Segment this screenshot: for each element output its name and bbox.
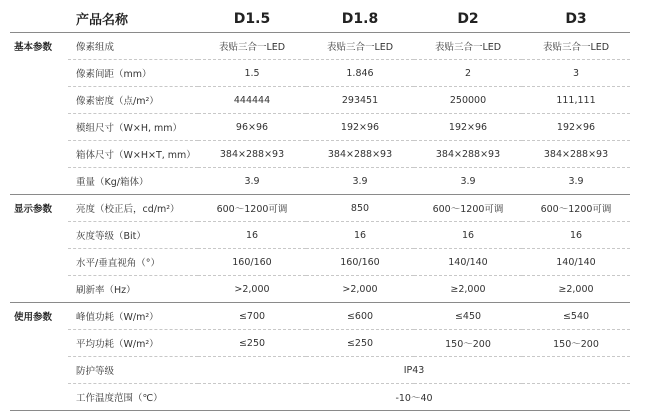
value-cell: 16 bbox=[198, 222, 306, 249]
value-cell: 1.846 bbox=[306, 60, 414, 87]
value-cell: 160/160 bbox=[306, 249, 414, 276]
value-cell: 384×288×93 bbox=[306, 141, 414, 168]
value-cell: ≥2,000 bbox=[522, 276, 630, 303]
value-cell: 250000 bbox=[414, 87, 522, 114]
param-label: 亮度（校正后，cd/m²） bbox=[68, 195, 198, 222]
group-label: 基本参数 bbox=[10, 33, 68, 195]
table-row bbox=[10, 276, 630, 303]
value-cell: 600～1200可调 bbox=[198, 195, 306, 222]
param-label: 平均功耗（W/m²） bbox=[68, 330, 198, 357]
param-header: 产品名称 bbox=[68, 5, 198, 33]
model-header: D3 bbox=[522, 5, 630, 33]
table-row bbox=[10, 222, 630, 249]
value-cell: 140/140 bbox=[522, 249, 630, 276]
value-cell: 192×96 bbox=[522, 114, 630, 141]
model-header: D1.5 bbox=[198, 5, 306, 33]
group-label: 显示参数 bbox=[10, 195, 68, 303]
value-cell: 16 bbox=[414, 222, 522, 249]
value-cell: 150～200 bbox=[522, 330, 630, 357]
table-row bbox=[10, 249, 630, 276]
value-cell: >2,000 bbox=[306, 276, 414, 303]
value-cell: 850 bbox=[306, 195, 414, 222]
value-cell: ≤700 bbox=[198, 303, 306, 330]
value-cell: 表贴三合一LED bbox=[198, 33, 306, 60]
table-row bbox=[10, 33, 630, 60]
value-cell: 192×96 bbox=[306, 114, 414, 141]
value-cell: 16 bbox=[306, 222, 414, 249]
value-cell: 2 bbox=[414, 60, 522, 87]
value-cell: 293451 bbox=[306, 87, 414, 114]
table-row bbox=[10, 141, 630, 168]
group-header-cell bbox=[10, 5, 68, 33]
param-label: 模组尺寸（W×H, mm） bbox=[68, 114, 198, 141]
table-row bbox=[10, 168, 630, 195]
value-cell: 384×288×93 bbox=[198, 141, 306, 168]
value-cell: 表贴三合一LED bbox=[414, 33, 522, 60]
table-row bbox=[10, 330, 630, 357]
table-row bbox=[10, 87, 630, 114]
spec-table bbox=[10, 5, 630, 411]
value-cell: 3.9 bbox=[522, 168, 630, 195]
param-label: 灰度等级（Bit） bbox=[68, 222, 198, 249]
param-label: 峰值功耗（W/m²） bbox=[68, 303, 198, 330]
value-cell: ≤250 bbox=[306, 330, 414, 357]
value-cell: 600～1200可调 bbox=[414, 195, 522, 222]
value-cell: ≥2,000 bbox=[414, 276, 522, 303]
param-label: 重量（Kg/箱体） bbox=[68, 168, 198, 195]
value-cell: ≤600 bbox=[306, 303, 414, 330]
value-cell: 3.9 bbox=[414, 168, 522, 195]
value-cell: 384×288×93 bbox=[522, 141, 630, 168]
value-cell: 150～200 bbox=[414, 330, 522, 357]
table-row bbox=[10, 114, 630, 141]
param-label: 防护等级 bbox=[68, 357, 198, 384]
value-cell: 3.9 bbox=[198, 168, 306, 195]
value-cell: 160/160 bbox=[198, 249, 306, 276]
value-cell: 384×288×93 bbox=[414, 141, 522, 168]
value-cell: 444444 bbox=[198, 87, 306, 114]
table-row bbox=[10, 384, 630, 411]
param-label: 像素组成 bbox=[68, 33, 198, 60]
spec-body bbox=[10, 33, 630, 411]
param-label: 箱体尺寸（W×H×T, mm） bbox=[68, 141, 198, 168]
value-cell: 3.9 bbox=[306, 168, 414, 195]
value-cell: 111,111 bbox=[522, 87, 630, 114]
table-row bbox=[10, 195, 630, 222]
model-header: D1.8 bbox=[306, 5, 414, 33]
value-cell: 3 bbox=[522, 60, 630, 87]
value-cell: 140/140 bbox=[414, 249, 522, 276]
table-row bbox=[10, 303, 630, 330]
param-label: 像素密度（点/m²） bbox=[68, 87, 198, 114]
header-row bbox=[10, 5, 630, 33]
value-cell: 96×96 bbox=[198, 114, 306, 141]
value-cell: 192×96 bbox=[414, 114, 522, 141]
param-label: 刷新率（Hz） bbox=[68, 276, 198, 303]
value-cell: ≤540 bbox=[522, 303, 630, 330]
param-label: 水平/垂直视角（°） bbox=[68, 249, 198, 276]
table-row bbox=[10, 60, 630, 87]
model-header: D2 bbox=[414, 5, 522, 33]
value-cell-merged: IP43 bbox=[198, 357, 630, 384]
value-cell: >2,000 bbox=[198, 276, 306, 303]
value-cell: ≤450 bbox=[414, 303, 522, 330]
value-cell: 16 bbox=[522, 222, 630, 249]
table-row bbox=[10, 357, 630, 384]
value-cell: 表贴三合一LED bbox=[306, 33, 414, 60]
param-label: 工作温度范围（℃） bbox=[68, 384, 198, 411]
group-label: 使用参数 bbox=[10, 303, 68, 411]
param-label: 像素间距（mm） bbox=[68, 60, 198, 87]
value-cell: 表贴三合一LED bbox=[522, 33, 630, 60]
value-cell: 600～1200可调 bbox=[522, 195, 630, 222]
value-cell-merged: -10～40 bbox=[198, 384, 630, 411]
value-cell: 1.5 bbox=[198, 60, 306, 87]
value-cell: ≤250 bbox=[198, 330, 306, 357]
